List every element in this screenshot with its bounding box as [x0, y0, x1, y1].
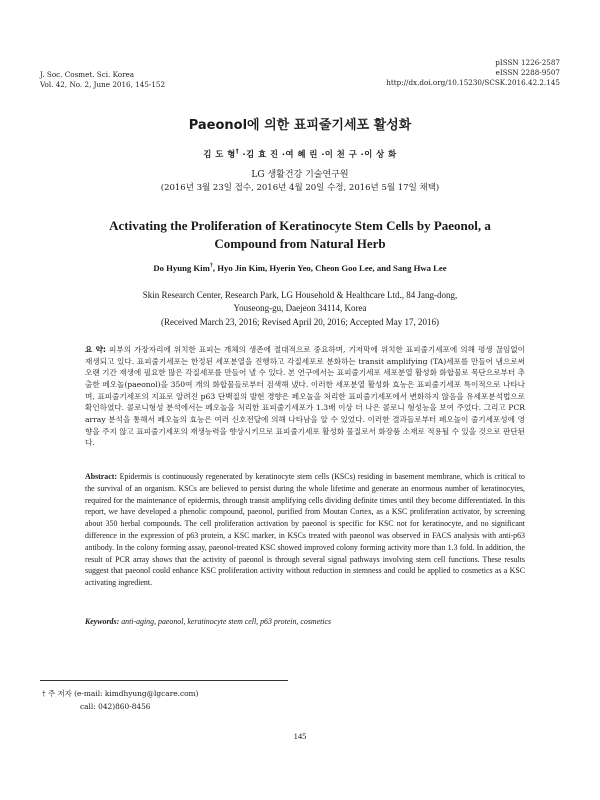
- english-abstract-label: Abstract:: [85, 472, 117, 481]
- keywords: [85, 616, 525, 627]
- english-coauthors: , Hyo Jin Kim, Hyerin Yeo, Cheon Goo Lee, and Sang Hwa Lee: [212, 263, 447, 273]
- english-title: Activating the Proliferation of Keratinocyte Stem Cells by Paeonol, a Compound from Natural Herb: [109, 218, 491, 251]
- affiliation-line-2: Youseong-gu, Daejeon 34114, Korea: [233, 303, 367, 314]
- footnote-email: † 주 저자 (e-mail: kimdhyung@lgcare.com): [42, 689, 199, 698]
- footnote-phone: call: 042)860-8456: [80, 701, 151, 711]
- keywords-text: anti-aging, paeonol, keratinocyte stem cell, p63 protein, cosmetics: [121, 617, 332, 626]
- english-dates: (Received March 23, 2016; Revised April 20, 2016; Accepted May 17, 2016): [161, 316, 439, 327]
- korean-coauthors: ·김 효 진 ·여 혜 린 ·이 천 구 ·이 상 화: [239, 149, 397, 159]
- corresponding-mark-en: †: [209, 263, 213, 270]
- page-number: 145: [293, 731, 307, 741]
- footnote: [42, 688, 198, 713]
- english-abstract-text: Epidermis is continuously regenerated by keratinocyte stem cells (KSCs) residing in basement membrane, which is critical to the survival of an organism. KSCs are believed to persist during the whole lifetime and generate an enormous number of keratinocytes, required for the maintenance of epidermis, through transit amplifying cells dividing definite times until they become differentiated. In this report, we have developed a phenolic compound, paeonol, purified from Moutan Cortex, as a KSC proliferation activator, by screening about 350 herbal compounds. The cell proliferation activation by paeonol is specific for KSC not for keratinocyte, and no significant difference in the expression of p63 protein, a KSC marker, in KSCs treated with paeonol was observed in FACS analysis with anti-p63 antibody. In the colony forming assay, paeonol-treated KSC showed improved colony forming activity more than 1.3 fold. In addition, the result of PCR array shows that the activity of paeonol is through several signal pathways involving stem cell functions. These results suggest that paeonol could enhance KSC proliferation activity without reduction in stemness and could be applied to cosmetics as a KSC activating ingredient.: [85, 472, 525, 588]
- keywords-label: Keywords:: [85, 617, 120, 626]
- journal-header-right: [386, 58, 560, 88]
- english-affiliation: [0, 289, 600, 329]
- english-first-author: Do Hyung Kim: [153, 263, 210, 273]
- eissn: eISSN 2288-9507: [495, 68, 560, 77]
- english-authors: [0, 263, 600, 273]
- korean-dates: (2016년 3월 23일 접수, 2016년 4월 20일 수정, 2016년 5월 17일 채택): [160, 183, 440, 193]
- english-abstract: [85, 471, 525, 589]
- korean-abstract-text: 피부의 가장자리에 위치한 표피는 개체의 생존에 절대적으로 중요하며, 기저막에 위치한 표피줄기세포에 의해 평생 끊임없이 재생되고 있다. 표피줄기세포는 한정된 세포분열을 진행하고 각질세포로 분화하는 transit amplifying (TA)세포를 만들어 냄으로써 오랜 기간 재생에 필요한 많은 각질세포를 만들어 낼 수 있다. 본 연구에서는 표피줄기세포 세포분열 활성화 화합물로 목단으로부터 추출한 페오놀(paeonol)을 350여 개의 화합물들로부터 검색해 냈다. 이러한 세포분열 활성화 효능은 표피줄기세포 특이적으로 나타나며, 표피줄기세포의 지표로 알려진 p63 단백질의 발현 경향은 페오놀을 처리한 표피줄기세포에서 변화하지 않음을 유세포분석법으로 확인하였다. 콜로니형성 분석에서는 페오놀을 처리한 표피줄기세포가 1.3배 이상 더 나은 콜로니 형성능을 보여 주었다. 그리고 PCR array 분석을 통해서 페오놀의 효능은 여러 신호전달에 의해 나타남을 알 수 있었다. 이러한 결과들로부터 페오놀이 줄기세포성에 영향을 주지 않고 표피줄기세포의 재생능력을 향상시키므로 표피줄기세포 활성화 물질로서 화장품 소재로 적용될 수 있을 것으로 판단된다.: [85, 345, 525, 448]
- korean-authors: [0, 148, 600, 160]
- korean-abstract: [85, 344, 525, 449]
- affiliation-line-1: Skin Research Center, Research Park, LG Household & Healthcare Ltd., 84 Jang-dong,: [142, 290, 458, 300]
- journal-header-left: [40, 70, 165, 90]
- corresponding-mark: †: [235, 149, 240, 156]
- doi-link[interactable]: http://dx.doi.org/10.15230/SCSK.2016.42.2.145: [386, 78, 560, 87]
- korean-abstract-label: 요 약:: [85, 345, 106, 354]
- korean-affiliation: LG 생활건강 기술연구원: [251, 170, 349, 180]
- journal-volume: Vol. 42, No. 2, June 2016, 145-152: [40, 80, 166, 89]
- pissn: pISSN 1226-2587: [495, 58, 560, 67]
- korean-first-author: 김 도 형: [203, 149, 236, 159]
- footnote-divider: [40, 680, 288, 681]
- journal-name: J. Soc. Cosmet. Sci. Korea: [40, 70, 135, 79]
- korean-title: Paeonol에 의한 표피줄기세포 활성화: [188, 118, 412, 133]
